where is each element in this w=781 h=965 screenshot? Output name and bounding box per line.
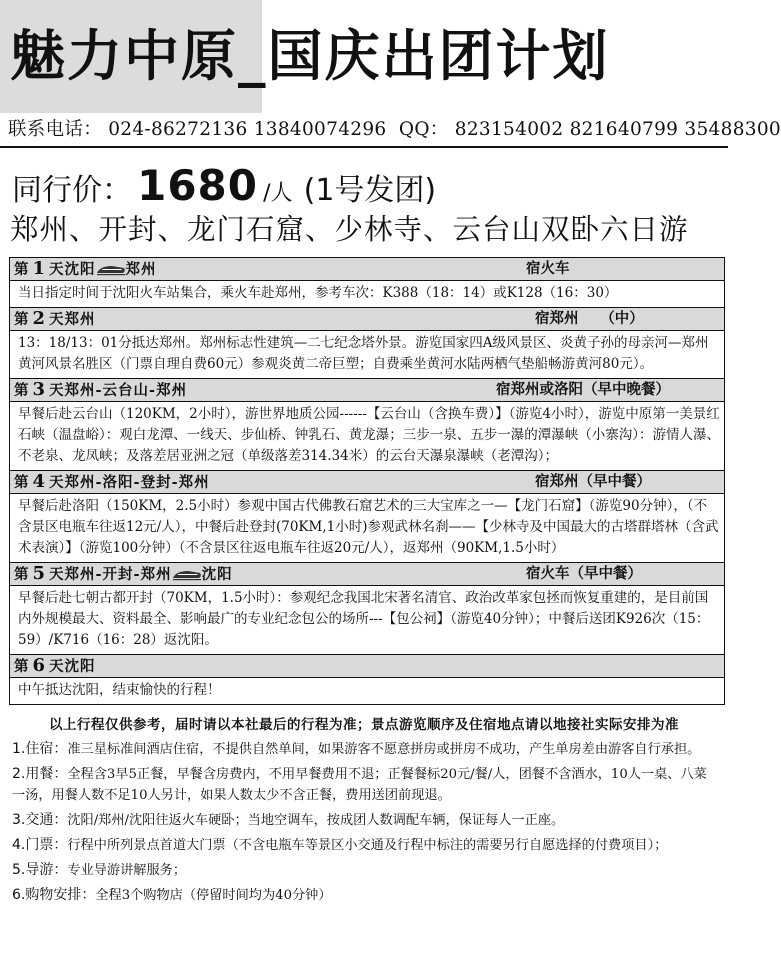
qq-numbers: 823154002 821640799 35488300 xyxy=(454,119,781,140)
term-item xyxy=(12,885,714,906)
day-2-stay: 宿郑州 （中） xyxy=(535,310,644,327)
price-value: 1680 xyxy=(137,161,258,210)
header xyxy=(0,0,728,113)
page-title: 魅力中原_国庆出团计划 xyxy=(10,24,610,88)
term-label: 6.购物安排： xyxy=(12,887,96,903)
train-icon xyxy=(96,264,126,276)
day-title: 第 1 天沈阳 郑州 xyxy=(14,258,157,279)
day-title: 第 5 天郑州-开封-郑州 沈阳 xyxy=(14,563,233,584)
price-label: 同行价： xyxy=(12,173,132,208)
contact-phones: 024-86272136 13840074296 xyxy=(108,119,387,140)
itinerary-table xyxy=(9,257,725,705)
day-title: 第 4 天郑州-洛阳-登封-郑州 xyxy=(14,471,210,492)
term-label: 1.住宿： xyxy=(12,741,68,757)
term-text: 沈阳/郑州/沈阳往返火车硬卧；当地空调车，按成团人数调配车辆，保证每人一正座。 xyxy=(67,813,565,828)
term-label: 4.门票： xyxy=(12,837,68,853)
day-3-body: 早餐后赴云台山（120KM，2小时），游世界地质公园------【云台山（含换车费）】（游览4小时），游览中原第一美景红石峡（温盘峪）：观白龙潭、一线天、步仙桥、钟乳石、黄龙瀑；三步一泉、五步一瀑的潭瀑峡（小寨沟）：游情人瀑、不老泉、龙凤峡；及落差居亚洲之冠（单级落差314.34米）的云台天瀑泉瀑峡（老潭沟）； xyxy=(10,402,724,471)
day-3-header xyxy=(10,379,724,402)
term-item xyxy=(12,810,714,831)
itinerary-notice: 以上行程仅供参考，届时请以本社最后的行程为准；景点游览顺序及住宿地点请以地接社实际安排为准 xyxy=(49,717,679,733)
qq-label: QQ： xyxy=(398,119,449,140)
contact-line xyxy=(0,113,781,148)
term-label: 5.导游： xyxy=(12,862,68,878)
term-text: 全程3个购物店（停留时间均为40分钟） xyxy=(95,888,332,903)
term-item xyxy=(12,835,714,856)
day-title: 第 3 天郑州-云台山-郑州 xyxy=(14,379,188,400)
day-1-header xyxy=(10,258,724,281)
contact-label: 联系电话： xyxy=(8,119,103,140)
day-4-stay: 宿郑州（早中餐） xyxy=(535,473,651,490)
term-label: 3.交通： xyxy=(12,812,68,828)
day-2-header xyxy=(10,308,724,331)
price-line xyxy=(0,161,728,210)
term-item xyxy=(12,739,714,760)
departure-group: (1号发团) xyxy=(303,173,437,208)
day-3-stay: 宿郑州或洛阳（早中晚餐） xyxy=(496,381,670,398)
term-text: 全程含3早5正餐，早餐含房费内，不用早餐费用不退；正餐餐标20元/餐/人，团餐不含酒水，10人一桌、八菜一汤，用餐人数不足10人另计，如果人数太少不含正餐，费用送团前现退。 xyxy=(12,767,707,803)
price-unit: /人 xyxy=(263,181,293,206)
day-5-header xyxy=(10,563,724,586)
route-title: 郑州、开封、龙门石窟、少林寺、云台山双卧六日游 xyxy=(10,213,689,246)
day-5-stay: 宿火车（早中餐） xyxy=(526,565,642,582)
day-1-stay: 宿火车 xyxy=(526,260,570,277)
term-label: 2.用餐： xyxy=(12,766,68,782)
day-4-header xyxy=(10,471,724,494)
term-text: 行程中所列景点首道大门票（不含电瓶车等景区小交通及行程中标注的需要另行自愿选择的付费项目）； xyxy=(67,838,668,853)
train-icon xyxy=(172,569,202,581)
day-1-body: 当日指定时间于沈阳火车站集合，乘火车赴郑州，参考车次：K388（18：14）或K128（16：30） xyxy=(10,281,724,308)
term-item xyxy=(12,860,714,881)
term-item xyxy=(12,764,714,806)
term-text: 准三星标准间酒店住宿，不提供自然单间，如果游客不愿意拼房或拼房不成功，产生单房差由游客自行承担。 xyxy=(67,742,701,757)
day-4-body: 早餐后赴洛阳（150KM，2.5小时）参观中国古代佛教石窟艺术的三大宝库之一—【龙门石窟】（游览90分钟），（不含景区电瓶车往返12元/人），中餐后赴登封(70KM,1小时)参观武林名刹——【少林寺及中国最大的古塔群塔林（含武术表演）】（游览100分钟）（不含景区往返电瓶车往返20元/人），返郑州（90KM,1.5小时） xyxy=(10,494,724,563)
day-5-body: 早餐后赴七朝古都开封（70KM，1.5小时）：参观纪念我国北宋著名清官、政治改革家包拯而恢复重建的，是目前国内外规模最大、资料最全、影响最广的专业纪念包公的场所---【包公祠】（游览40分钟）；中餐后送团K926次（15：59）/K716（16：28）返沈阳。 xyxy=(10,586,724,655)
day-title: 第 6 天沈阳 xyxy=(14,655,96,676)
day-title: 第 2 天郑州 xyxy=(14,308,96,329)
day-6-body: 中午抵达沈阳，结束愉快的行程！ xyxy=(18,682,221,698)
terms-list xyxy=(0,735,728,906)
term-text: 专业导游讲解服务； xyxy=(67,863,187,878)
day-6-header xyxy=(10,655,724,678)
day-2-body: 13：18/13：01分抵达郑州。郑州标志性建筑—二七纪念塔外景。游览国家四A级风景区、炎黄子孙的母亲河—郑州黄河风景名胜区（门票自理自费60元）参观炎黄二帝巨塑；自费乘坐黄河水陆两栖气垫船畅游黄河80元）。 xyxy=(10,331,724,379)
